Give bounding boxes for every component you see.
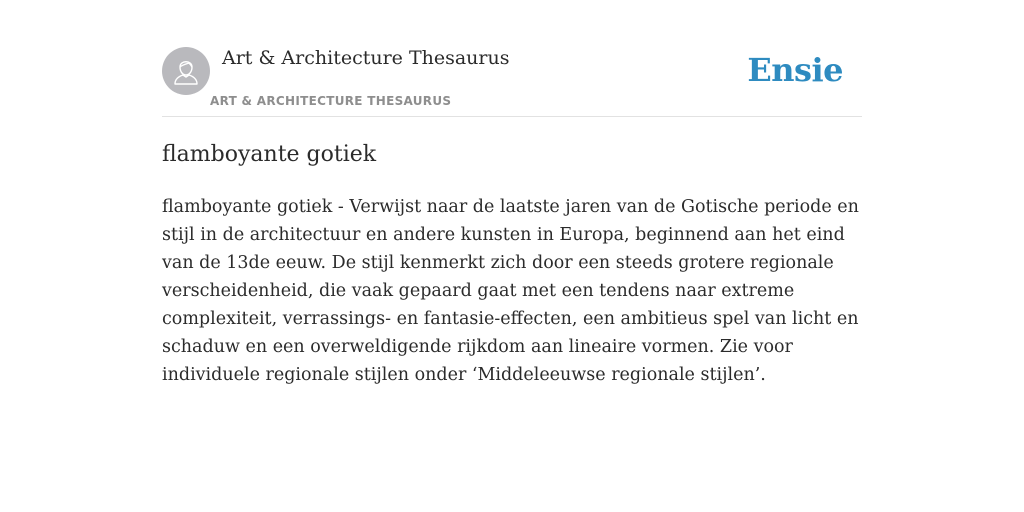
author-subtitle[interactable]: ART & ARCHITECTURE THESAURUS xyxy=(210,94,452,108)
entry-definition: flamboyante gotiek - Verwijst naar de laatste jaren van de Gotische periode en stijl in de architectuur en andere kunsten in Europa, beginnend aan het eind van de 13de eeuw. De stijl kenmerkt zich door een steeds grotere regionale verscheidenheid, die vaak gepaard gaat met een tendens naar extreme complexiteit, verrassings- en fantasie-effecten, een ambitieus spel van licht en schaduw en een overweldigende rijkdom aan lineaire vormen. Zie voor individuele regionale stijlen onder ‘Middeleeuwse regionale stijlen’. xyxy=(162,197,859,385)
entry-header xyxy=(162,40,862,117)
author-name-link[interactable]: Art & Architecture Thesaurus xyxy=(222,47,510,69)
user-silhouette-icon xyxy=(162,47,210,95)
author-avatar[interactable] xyxy=(162,47,210,95)
ensie-logo[interactable]: Ensie xyxy=(747,51,843,89)
entry-title: flamboyante gotiek xyxy=(162,142,377,167)
